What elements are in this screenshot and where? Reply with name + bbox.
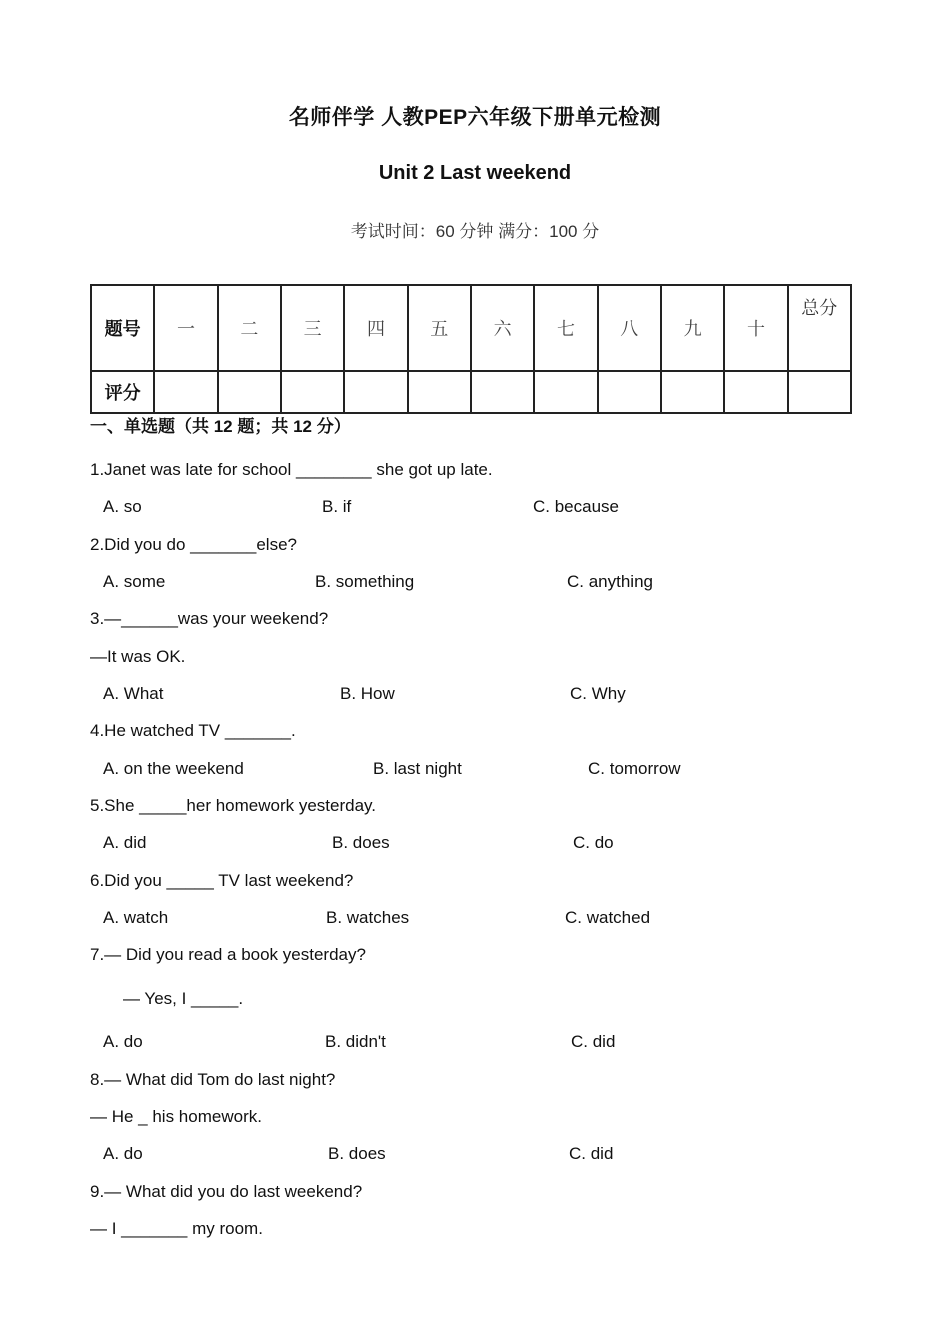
question-5: 5.She _____her homework yesterday. (90, 796, 377, 815)
total-label: 总分 (788, 285, 851, 371)
question-3-line-2: —It was OK. (90, 647, 186, 666)
column-9: 九 (661, 285, 724, 371)
option-4b: B. last night (373, 759, 462, 778)
column-1: 一 (154, 285, 217, 371)
option-5b: B. does (332, 833, 390, 852)
score-cell (724, 371, 787, 413)
option-3a: A. What (103, 684, 164, 703)
score-cell (471, 371, 534, 413)
score-cell (344, 371, 407, 413)
section-heading: 一、单选题（共 12 题；共 12 分） (90, 417, 351, 436)
option-5a: A. did (103, 833, 147, 852)
exam-meta: 考试时间：60 分钟 满分：100 分 (350, 222, 600, 241)
column-4: 四 (344, 285, 407, 371)
score-cell (788, 371, 851, 413)
column-10: 十 (724, 285, 787, 371)
column-3: 三 (281, 285, 344, 371)
question-9: 9.— What did you do last weekend? (90, 1182, 363, 1201)
question-1: 1.Janet was late for school ________ she got up late. (90, 460, 493, 479)
column-5: 五 (408, 285, 471, 371)
score-cell (218, 371, 281, 413)
option-2c: C. anything (567, 572, 653, 591)
option-1a: A. so (103, 497, 142, 516)
option-8c: C. did (569, 1144, 614, 1163)
score-table (90, 284, 852, 414)
question-7-line-2: — Yes, I _____. (123, 989, 244, 1008)
question-9-line-2: — I _______ my room. (90, 1219, 263, 1238)
page-title: 名师伴学 人教PEP六年级下册单元检测 (288, 106, 662, 129)
option-3c: C. Why (570, 684, 626, 703)
option-3b: B. How (340, 684, 395, 703)
option-6c: C. watched (565, 908, 651, 927)
option-7b: B. didn't (325, 1032, 386, 1051)
score-cell (534, 371, 597, 413)
option-1c: C. because (533, 497, 619, 516)
option-8a: A. do (103, 1144, 143, 1163)
option-6b: B. watches (326, 908, 410, 927)
option-5c: C. do (573, 833, 614, 852)
column-2: 二 (218, 285, 281, 371)
score-cell (598, 371, 661, 413)
score-label: 评分 (91, 371, 154, 413)
score-cell (154, 371, 217, 413)
option-6a: A. watch (103, 908, 169, 927)
question-3: 3.—______was your weekend? (90, 609, 329, 628)
question-2: 2.Did you do _______else? (90, 535, 297, 554)
question-8: 8.— What did Tom do last night? (90, 1070, 336, 1089)
score-cell (281, 371, 344, 413)
question-4: 4.He watched TV _______. (90, 721, 296, 740)
column-6: 六 (471, 285, 534, 371)
score-table-header-row (91, 285, 851, 371)
option-4a: A. on the weekend (103, 759, 244, 778)
option-4c: C. tomorrow (588, 759, 681, 778)
question-6: 6.Did you _____ TV last weekend? (90, 871, 354, 890)
option-1b: B. if (322, 497, 352, 516)
unit-subtitle: Unit 2 Last weekend (378, 162, 572, 184)
score-cell (661, 371, 724, 413)
score-cell (408, 371, 471, 413)
question-7: 7.— Did you read a book yesterday? (90, 945, 366, 964)
question-8-line-2: — He _ his homework. (90, 1107, 262, 1126)
score-table-score-row (91, 371, 851, 413)
option-8b: B. does (328, 1144, 386, 1163)
column-8: 八 (598, 285, 661, 371)
option-2b: B. something (315, 572, 415, 591)
column-7: 七 (534, 285, 597, 371)
option-7c: C. did (571, 1032, 616, 1051)
option-2a: A. some (103, 572, 166, 591)
option-7a: A. do (103, 1032, 143, 1051)
question-number-label: 题号 (91, 285, 154, 371)
